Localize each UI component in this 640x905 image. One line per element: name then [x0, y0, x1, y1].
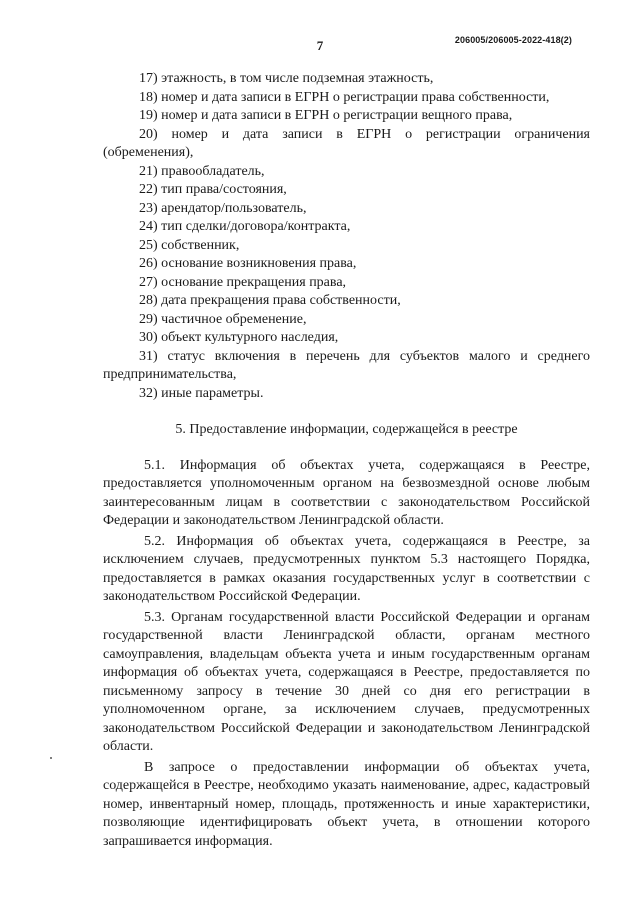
- list-item: 18) номер и дата записи в ЕГРН о регистрации права собственности,: [139, 89, 550, 105]
- list-item: 29) частичное обременение,: [139, 311, 307, 327]
- list-item: 17) этажность, в том числе подземная этажность,: [139, 71, 434, 86]
- paragraph: 5.1. Информация об объектах учета, содержащаяся в Реестре, предоставляется уполномоченным органом на безвозмездной основе любым заинтересованным лицам в соответствии с законодательством Российской Федерации и законодательством Ленинградской области.: [103, 457, 590, 528]
- list-item: 22) тип права/состояния,: [139, 182, 287, 197]
- paragraph: 5.2. Информация об объектах учета, содержащаяся в Реестре, за исключением случаев, предусмотренных пунктом 5.3 настоящего Порядка, предоставляется в рамках оказания государственных услуг в соответствии с законодательством Российской Федерации.: [103, 533, 590, 604]
- paragraph: 5.3. Органам государственной власти Российской Федерации и органам государственной власти Ленинградской области, органам местного самоуправления, владельцам объекта учета и иным государственным органам информация об объектах учета, содержащаяся в Реестре, предоставляется по письменному запросу в течение 30 дней со дня его регистрации в уполномоченном органе, за исключением случаев, предусмотренных законодательством Российской Федерации и законодательством Ленинградской области.: [103, 609, 590, 754]
- page-number: 7: [316, 38, 324, 53]
- list-item: 20) номер и дата записи в ЕГРН о регистрации ограничения (обременения),: [103, 126, 590, 160]
- list-item: 26) основание возникновения права,: [139, 256, 357, 271]
- parameter-list: [103, 70, 590, 403]
- list-item: 30) объект культурного наследия,: [139, 330, 339, 345]
- list-item: 19) номер и дата записи в ЕГРН о регистрации вещного права,: [139, 108, 513, 123]
- list-item: 24) тип сделки/договора/контракта,: [139, 219, 351, 234]
- section-paragraphs: [103, 457, 590, 852]
- document-body: [103, 70, 590, 851]
- list-item: 23) арендатор/пользователь,: [139, 200, 307, 216]
- list-item: 27) основание прекращения права,: [139, 274, 347, 290]
- list-item: 25) собственник,: [139, 237, 240, 253]
- list-item: 21) правообладатель,: [139, 163, 265, 179]
- list-item: 28) дата прекращения права собственности,: [139, 293, 401, 308]
- section-title: 5. Предоставление информации, содержащейся в реестре: [175, 422, 518, 437]
- list-item: 32) иные параметры.: [139, 385, 264, 401]
- scan-speck: [50, 757, 52, 759]
- paragraph: В запросе о предоставлении информации об объектах учета, содержащейся в Реестре, необходимо указать наименование, адрес, кадастровый номер, инвентарный номер, площадь, протяженность и иные характеристики, позволяющие идентифицировать объект учета, в отношении которого запрашивается информация.: [103, 759, 590, 849]
- list-item: 31) статус включения в перечень для субъектов малого и среднего предпринимательства,: [103, 348, 590, 382]
- document-code: 206005/206005-2022-418(2): [454, 35, 572, 45]
